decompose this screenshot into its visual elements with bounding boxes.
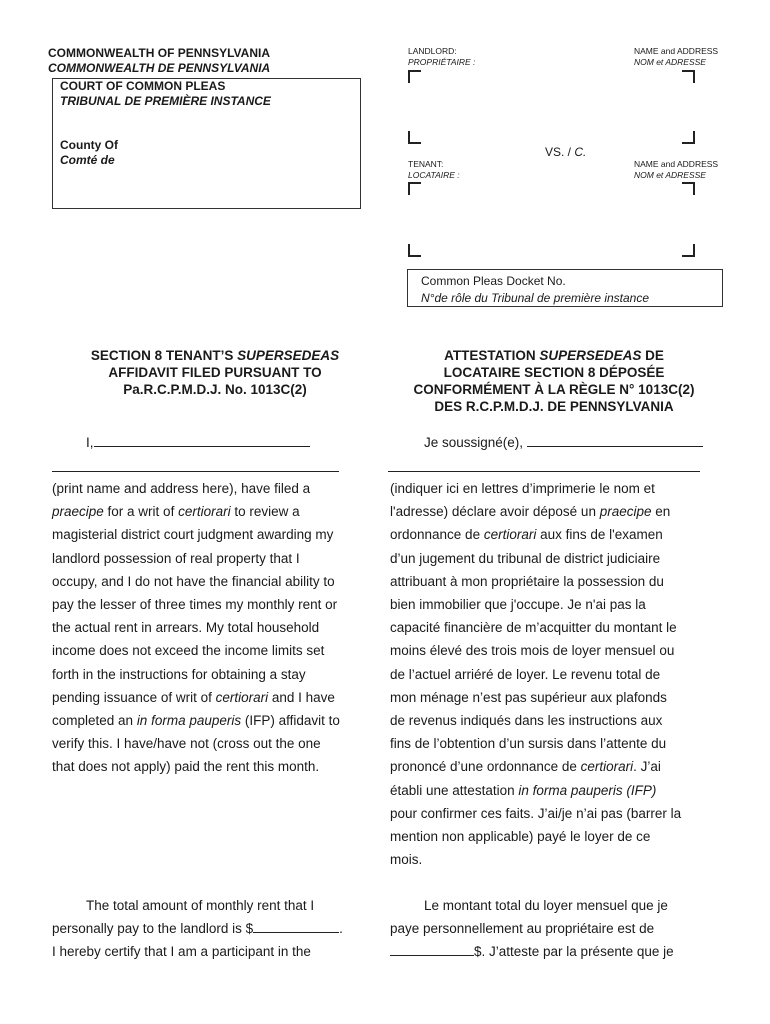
landlord-corner-bl bbox=[408, 131, 421, 144]
body-en-paragraph-1: (print name and address here), have filed a praecipe for a writ of certiorari to review a magisterial district court judgment awarding my landlord possession of real property that I occupy, and I do not have the financial ability to pay the lesser of three times my monthly rent or the actual rent in arrears. My total household income does not exceed the income limits set forth in the instructions for obtaining a stay pending issuance of writ of certiorari and I have completed an in forma pauperis (IFP) affidavit to verify this. I have/have not (cross out the one that does not apply) paid the rent this month. bbox=[52, 481, 340, 775]
tenant-label-fr: LOCATAIRE : bbox=[408, 170, 460, 180]
title-en-line2: AFFIDAVIT FILED PURSUANT TO bbox=[108, 365, 322, 380]
je-name-row bbox=[424, 431, 703, 454]
court-box bbox=[52, 78, 361, 209]
landlord-label-en: LANDLORD: bbox=[408, 46, 457, 56]
title-en-line3: Pa.R.C.P.M.D.J. No. 1013C(2) bbox=[123, 382, 307, 397]
address-blank-fr[interactable] bbox=[388, 471, 700, 472]
commonwealth-en: COMMONWEALTH OF PENNSYLVANIA bbox=[48, 46, 270, 60]
tenant-corner-bl bbox=[408, 244, 421, 257]
rent-amount-blank-en[interactable] bbox=[253, 920, 339, 933]
title-fr-line1: ATTESTATION SUPERSEDEAS DE bbox=[444, 348, 664, 363]
body-fr-paragraph-1: (indiquer ici en lettres d’imprimerie le nom et l'adresse) déclare avoir déposé un praecipe en ordonnance de certiorari aux fins de l'examen d’un jugement du tribunal de district judiciaire attribuant à mon propriétaire la possession du bien immobilier que j'occupe. Je n'ai pas la capacité financière de m’acquitter du montant le moins élevé des trois mois de loyer mensuel ou de l’actuel arriéré de loyer. Le revenu total de mon ménage n’est pas supérieur aux plafonds de revenus indiqués dans les instructions aux fins de l’obtention d’un sursis dans l’attente du prononcé d’une ordonnance de certiorari. J’ai établi une attestation in forma pauperis (IFP) pour confirmer ces faits. J’ai/je n’ai pas (barrer la mention non applicable) payé le loyer de ce mois. bbox=[390, 481, 682, 868]
tenant-name-address-fr: NOM et ADRESSE bbox=[634, 170, 706, 180]
commonwealth-fr: COMMONWEALTH DE PENNSYLVANIA bbox=[48, 61, 271, 75]
title-en-line1: SECTION 8 TENANT’S SUPERSEDEAS bbox=[90, 348, 340, 363]
landlord-name-address-en: NAME and ADDRESS bbox=[634, 46, 719, 56]
county-en: County Of bbox=[60, 138, 118, 152]
body-fr-paragraph-2: Le montant total du loyer mensuel que je paye personnellement au propriétaire est de $. J’atteste par la présente que je bbox=[390, 898, 674, 960]
county-fr: Comté de bbox=[60, 153, 115, 167]
tenant-corner-br bbox=[682, 244, 695, 257]
i-label: I, bbox=[86, 435, 94, 450]
title-en bbox=[45, 347, 385, 398]
rent-amount-blank-fr[interactable] bbox=[390, 943, 474, 956]
tenant-corner-tr bbox=[682, 182, 695, 195]
je-label: Je soussigné(e), bbox=[424, 435, 524, 450]
tenant-name-address-en: NAME and ADDRESS bbox=[634, 159, 719, 169]
title-fr-line4: DES R.C.P.M.D.J. DE PENNSYLVANIA bbox=[434, 399, 674, 414]
title-fr bbox=[384, 347, 724, 415]
tenant-corner-tl bbox=[408, 182, 421, 195]
title-fr-line3: CONFORMÉMENT À LA RÈGLE N° 1013C(2) bbox=[413, 382, 695, 397]
name-blank-en[interactable] bbox=[94, 434, 310, 447]
body-en-paragraph-2: The total amount of monthly rent that I personally pay to the landlord is $ . I hereby certify that I am a participant in the bbox=[52, 898, 343, 960]
docket-label-en: Common Pleas Docket No. bbox=[421, 274, 566, 288]
title-fr-line2: LOCATAIRE SECTION 8 DÉPOSÉE bbox=[443, 365, 665, 380]
docket-box[interactable] bbox=[407, 269, 723, 307]
landlord-label-fr: PROPRIÉTAIRE : bbox=[408, 57, 476, 67]
court-en: COURT OF COMMON PLEAS bbox=[60, 79, 226, 93]
landlord-corner-tl bbox=[408, 70, 421, 83]
landlord-corner-br bbox=[682, 131, 695, 144]
landlord-corner-tr bbox=[682, 70, 695, 83]
landlord-name-address-fr: NOM et ADRESSE bbox=[634, 57, 706, 67]
versus-en: VS. / bbox=[545, 145, 572, 159]
address-blank-en[interactable] bbox=[52, 471, 339, 472]
court-fr: TRIBUNAL DE PREMIÈRE INSTANCE bbox=[60, 94, 271, 108]
tenant-label-en: TENANT: bbox=[408, 159, 444, 169]
name-blank-fr[interactable] bbox=[527, 434, 703, 447]
i-name-row bbox=[86, 431, 310, 454]
versus-label bbox=[545, 145, 586, 159]
docket-label-fr: N°de rôle du Tribunal de première instance bbox=[421, 291, 650, 305]
versus-fr: C. bbox=[574, 145, 587, 159]
